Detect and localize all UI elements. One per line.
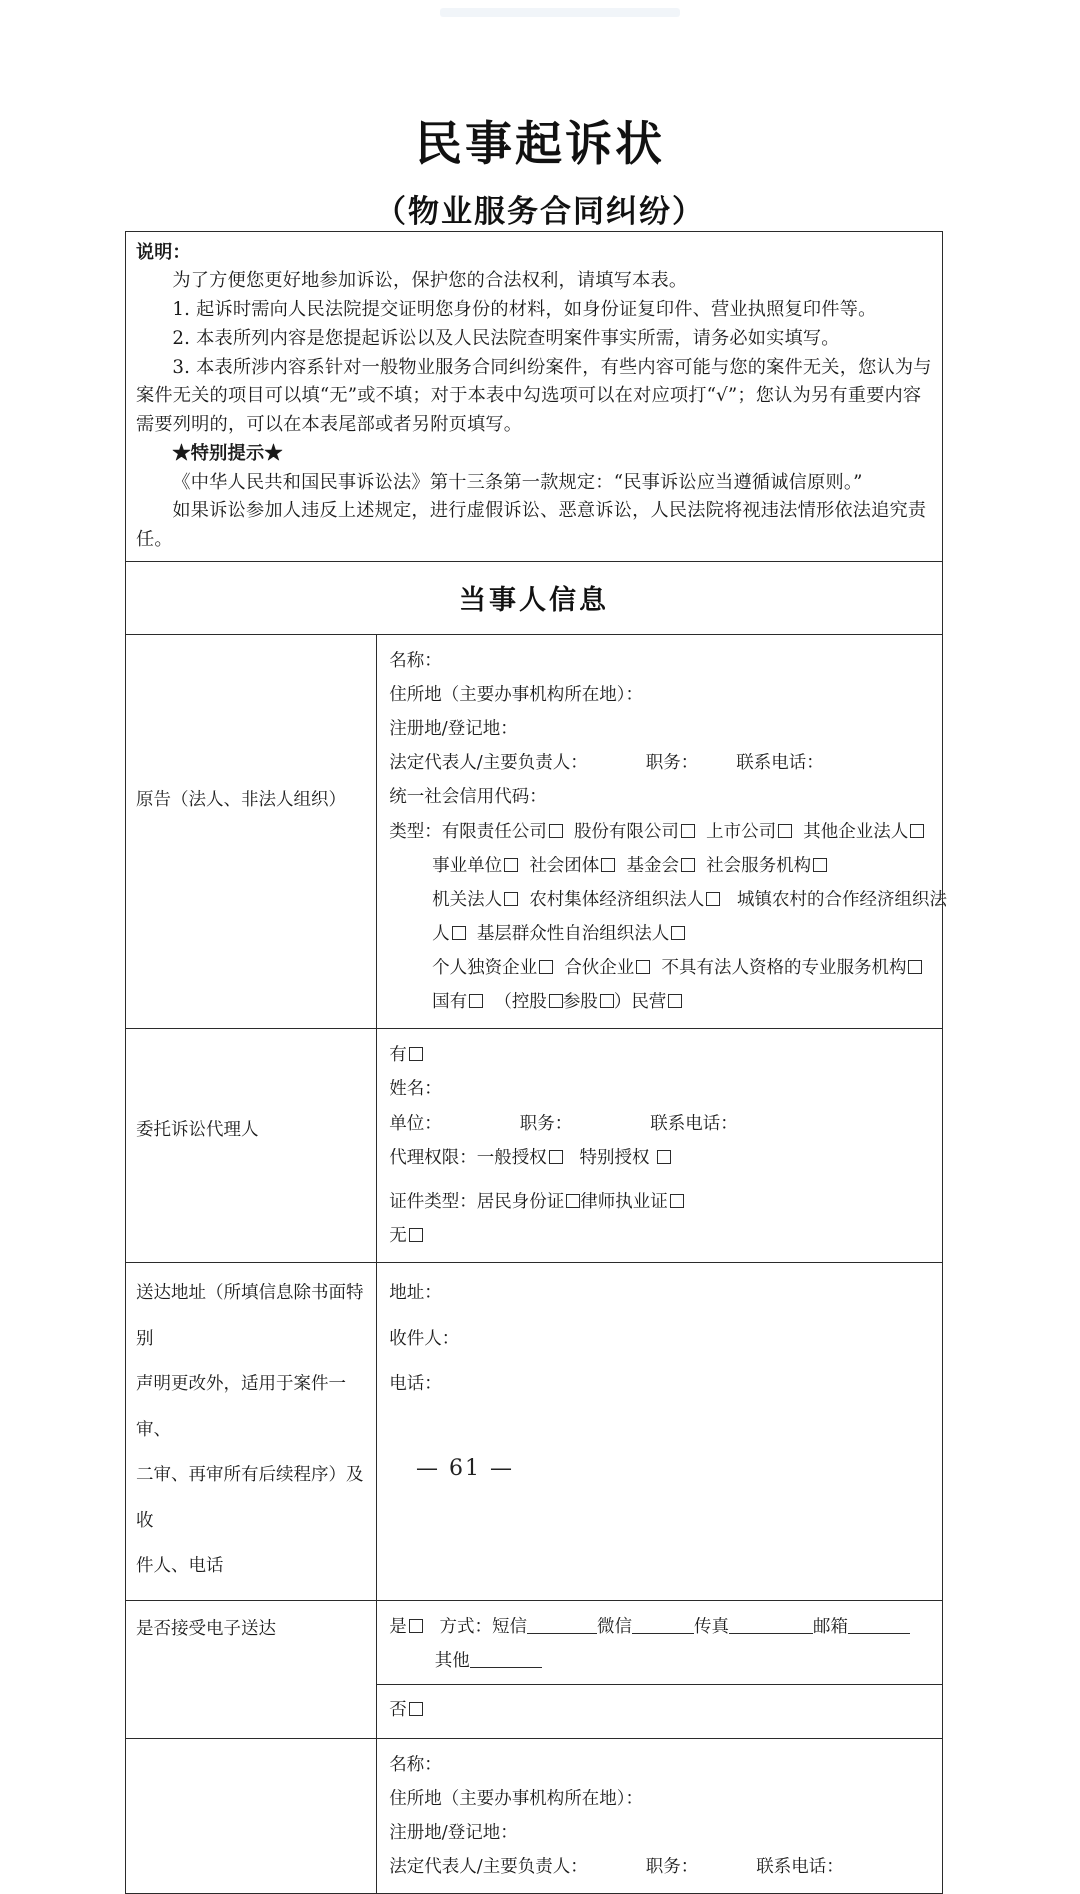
section-header-title: 当事人信息 — [459, 584, 609, 616]
checkbox-social-service[interactable] — [813, 858, 827, 872]
service-address-fields — [377, 1263, 942, 1417]
agent-label-cell — [126, 1029, 377, 1263]
agent-fields — [377, 1029, 942, 1262]
checkbox-id-lawyer[interactable] — [670, 1194, 684, 1208]
type-option-social-group[interactable]: 社会团体 — [529, 855, 600, 876]
input-other[interactable] — [470, 1652, 542, 1668]
plaintiff-legalrep-line — [389, 746, 934, 780]
defendant-fields — [377, 1739, 942, 1894]
plaintiff-type-line-4 — [389, 917, 934, 951]
electronic-service-value-cell — [377, 1600, 943, 1738]
plaintiff-type-label: 类型： — [389, 821, 442, 842]
page-subtitle: （物业服务合同纠纷） — [375, 194, 705, 231]
agent-position-field[interactable]: 职务： — [519, 1113, 573, 1134]
instructions-line-3: 3. 本表所涉内容系针对一般物业服务合同纠纷案件，有些内容可能与您的案件无关，您认为与案件无关的项目可以填“无”或不填；对于本表中勾选项可以在对应项打“√”；您认为另有重要内容需要列明的，可以在本表尾部或者另附页填写。 — [136, 356, 932, 436]
table-row-agent — [126, 1029, 943, 1263]
plaintiff-creditcode-field[interactable]: 统一社会信用代码： — [389, 787, 547, 808]
checkbox-limited-liability[interactable] — [549, 824, 563, 838]
agent-has-label: 有 — [389, 1045, 407, 1066]
plaintiff-value-cell — [377, 634, 948, 1028]
plaintiff-type-line-1 — [389, 815, 934, 849]
checkbox-electronic-no[interactable] — [409, 1702, 423, 1716]
checkbox-urban-rural-coop[interactable] — [452, 926, 466, 940]
plaintiff-label-cell — [126, 634, 377, 1028]
checkbox-other-enterprise[interactable] — [910, 824, 924, 838]
electronic-service-method-label: 方式： — [439, 1616, 492, 1637]
agent-id-lawyer[interactable]: 律师执业证 — [580, 1191, 668, 1212]
special-notice-line-1: 如果诉讼参加人违反上述规定，进行虚假诉讼、恶意诉讼，人民法院将视违法情形依法追究责任。 — [136, 500, 927, 551]
checkbox-listed[interactable] — [778, 824, 792, 838]
plaintiff-type-line-6 — [389, 985, 934, 1019]
type-option-listed[interactable]: 上市公司 — [706, 821, 777, 842]
type-option-private[interactable]: 民营 — [631, 992, 667, 1013]
checkbox-professional-service[interactable] — [908, 960, 922, 974]
electronic-service-no-label: 否 — [389, 1699, 407, 1720]
checkbox-authority-special[interactable] — [657, 1150, 671, 1164]
agent-id-resident[interactable]: 居民身份证 — [476, 1191, 565, 1212]
checkbox-sole-proprietorship[interactable] — [539, 960, 553, 974]
defendant-position-field[interactable]: 职务： — [645, 1857, 699, 1878]
type-option-rural-collective[interactable]: 农村集体经济组织法人 — [529, 889, 705, 910]
scan-artifact — [440, 8, 680, 17]
agent-authority-line — [389, 1141, 934, 1175]
agent-authority-label: 代理权限： — [389, 1147, 477, 1168]
type-option-joint-stock[interactable]: 股份有限公司 — [573, 821, 679, 842]
electronic-service-wechat-label: 微信 — [597, 1616, 632, 1637]
instructions-line-1: 1. 起诉时需向人民法院提交证明您身份的材料，如身份证复印件、营业执照复印件等。 — [172, 299, 877, 321]
checkbox-electronic-yes[interactable] — [409, 1619, 423, 1633]
instructions-line-2: 2. 本表所列内容是您提起诉讼以及人民法院查明案件事实所需，请务必如实填写。 — [172, 327, 840, 349]
page-title: 民事起诉状 — [415, 117, 665, 172]
agent-has-line — [389, 1038, 934, 1072]
checkbox-rural-collective[interactable] — [706, 892, 720, 906]
plaintiff-position-field[interactable]: 职务： — [645, 753, 699, 774]
checkbox-government-legal-person[interactable] — [504, 892, 518, 906]
checkbox-agent-has[interactable] — [409, 1047, 423, 1061]
type-option-grassroots-autonomous[interactable]: 基层群众性自治组织法人 — [476, 923, 670, 944]
agent-authority-special[interactable]: 特别授权 — [579, 1147, 650, 1168]
electronic-service-email-label: 邮箱 — [813, 1616, 848, 1637]
electronic-service-fields — [377, 1601, 942, 1738]
table-row-defendant — [126, 1738, 943, 1894]
defendant-name-field[interactable]: 名称： — [389, 1754, 442, 1775]
checkbox-state-owned[interactable] — [469, 994, 483, 1008]
checkbox-controlling[interactable] — [549, 994, 563, 1008]
instructions-line-0: 为了方便您更好地参加诉讼，保护您的合法权利，请填写本表。 — [172, 270, 688, 292]
input-sms[interactable] — [527, 1618, 597, 1634]
instructions-row — [126, 232, 943, 562]
service-address-label-line-0: 送达地址（所填信息除书面特别 — [136, 1283, 364, 1349]
checkbox-private[interactable] — [668, 994, 682, 1008]
electronic-service-yes-label: 是 — [389, 1616, 407, 1637]
table-row-service-address — [126, 1263, 943, 1601]
service-address-address-field[interactable]: 地址： — [389, 1283, 442, 1304]
electronic-service-label-cell — [126, 1600, 377, 1738]
defendant-legalrep-line — [389, 1850, 934, 1884]
type-option-social-service[interactable]: 社会服务机构 — [706, 855, 812, 876]
service-address-label-line-3: 件人、电话 — [136, 1556, 224, 1577]
plaintiff-type-line-5 — [389, 951, 934, 985]
checkbox-foundation[interactable] — [681, 858, 695, 872]
agent-name-field[interactable]: 姓名： — [389, 1079, 442, 1100]
type-option-other-enterprise[interactable]: 其他企业法人 — [803, 821, 909, 842]
defendant-label-cell — [126, 1738, 377, 1894]
section-header-row — [126, 561, 943, 634]
service-address-label — [126, 1263, 376, 1600]
plaintiff-domicile-field[interactable]: 住所地（主要办事机构所在地）： — [389, 685, 644, 706]
paren-open: （ — [494, 992, 512, 1013]
input-fax[interactable] — [729, 1618, 813, 1634]
plaintiff-fields — [377, 635, 948, 1028]
agent-authority-general[interactable]: 一般授权 — [476, 1147, 547, 1168]
special-notice-title: ★特别提示★ — [172, 442, 283, 464]
service-address-recipient-field[interactable]: 收件人： — [389, 1328, 460, 1349]
defendant-registration-field[interactable]: 注册地/登记地： — [389, 1823, 518, 1844]
electronic-service-other-label: 其他 — [434, 1650, 470, 1671]
type-option-foundation[interactable]: 基金会 — [626, 855, 679, 876]
agent-unit-field[interactable]: 单位： — [389, 1113, 442, 1134]
instructions-cell — [126, 232, 943, 562]
type-option-government-legal-person[interactable]: 机关法人 — [432, 889, 503, 910]
plaintiff-registration-field[interactable]: 注册地/登记地： — [389, 719, 518, 740]
plaintiff-name-field[interactable]: 名称： — [389, 650, 442, 671]
section-header-cell — [126, 561, 943, 634]
table-row-plaintiff — [126, 634, 943, 1028]
service-address-phone-field[interactable]: 电话： — [389, 1374, 442, 1395]
electronic-service-fax-label: 传真 — [694, 1616, 729, 1637]
instructions-block — [126, 232, 942, 561]
table-row-electronic-service — [126, 1600, 943, 1738]
plaintiff-label: 原告（法人、非法人组织） — [136, 789, 346, 810]
agent-value-cell — [377, 1029, 943, 1263]
type-option-sole-proprietorship[interactable]: 个人独资企业 — [432, 958, 538, 979]
plaintiff-phone-field[interactable]: 联系电话： — [736, 753, 824, 774]
plaintiff-type-line-2 — [389, 849, 934, 883]
electronic-service-label: 是否接受电子送达 — [136, 1618, 276, 1639]
checkbox-participating[interactable] — [600, 994, 614, 1008]
defendant-value-cell — [377, 1738, 943, 1894]
service-address-label-line-2: 二审、再审所有后续程序）及收 — [136, 1465, 364, 1531]
agent-spacer — [389, 1175, 934, 1185]
plaintiff-type-line-3 — [389, 883, 948, 917]
agent-unit-line — [389, 1107, 934, 1141]
checkbox-id-resident[interactable] — [566, 1194, 580, 1208]
agent-none-line — [389, 1219, 934, 1253]
checkbox-public-institution[interactable] — [504, 858, 518, 872]
form-container — [125, 231, 948, 1894]
checkbox-grassroots-autonomous[interactable] — [671, 926, 685, 940]
type-option-state-owned[interactable]: 国有 — [432, 992, 468, 1013]
checkbox-authority-general[interactable] — [549, 1150, 563, 1164]
page-footer: — 61 — — [416, 1456, 514, 1481]
special-notice-line-0: 《中华人民共和国民事诉讼法》第十三条第一款规定：“民事诉讼应当遵循诚信原则。” — [172, 471, 863, 493]
defendant-legalrep-field[interactable]: 法定代表人/主要负责人： — [389, 1857, 588, 1878]
type-option-urban-rural-coop-part2[interactable]: 人 — [432, 923, 450, 944]
checkbox-joint-stock[interactable] — [681, 824, 695, 838]
type-option-participating[interactable]: 参股 — [562, 992, 598, 1013]
defendant-phone-field[interactable]: 联系电话： — [756, 1857, 844, 1878]
electronic-service-sms-label: 短信 — [492, 1616, 527, 1637]
checkbox-partnership[interactable] — [636, 960, 650, 974]
type-option-controlling[interactable]: 控股 — [511, 992, 547, 1013]
electronic-service-other-line — [389, 1644, 934, 1678]
agent-label: 委托诉讼代理人 — [136, 1120, 259, 1141]
agent-phone-field[interactable]: 联系电话： — [650, 1113, 738, 1134]
type-option-urban-rural-coop-part1[interactable]: 城镇农村的合作经济组织法 — [737, 889, 948, 910]
electronic-service-yes-line — [389, 1610, 934, 1644]
agent-none-label: 无 — [389, 1225, 407, 1246]
input-email[interactable] — [848, 1618, 910, 1634]
service-address-label-line-1: 声明更改外，适用于案件一审、 — [136, 1374, 346, 1440]
checkbox-agent-none[interactable] — [409, 1228, 423, 1242]
type-option-professional-service[interactable]: 不具有法人资格的专业服务机构 — [661, 958, 907, 979]
type-option-limited-liability[interactable]: 有限责任公司 — [441, 821, 547, 842]
type-option-public-institution[interactable]: 事业单位 — [432, 855, 503, 876]
service-address-label-cell — [126, 1263, 377, 1601]
civil-complaint-form — [125, 231, 948, 1894]
defendant-domicile-field[interactable]: 住所地（主要办事机构所在地）： — [389, 1789, 644, 1810]
service-address-value-cell — [377, 1263, 943, 1601]
plaintiff-legalrep-field[interactable]: 法定代表人/主要负责人： — [389, 753, 588, 774]
agent-idtype-line — [389, 1185, 934, 1219]
checkbox-social-group[interactable] — [601, 858, 615, 872]
paren-close: ） — [613, 992, 632, 1013]
instructions-heading: 说明： — [136, 242, 191, 263]
agent-idtype-label: 证件类型： — [389, 1191, 477, 1212]
electronic-service-no-line — [377, 1684, 942, 1729]
input-wechat[interactable] — [632, 1618, 694, 1634]
type-option-partnership[interactable]: 合伙企业 — [564, 958, 635, 979]
defendant-label — [126, 1739, 376, 1759]
